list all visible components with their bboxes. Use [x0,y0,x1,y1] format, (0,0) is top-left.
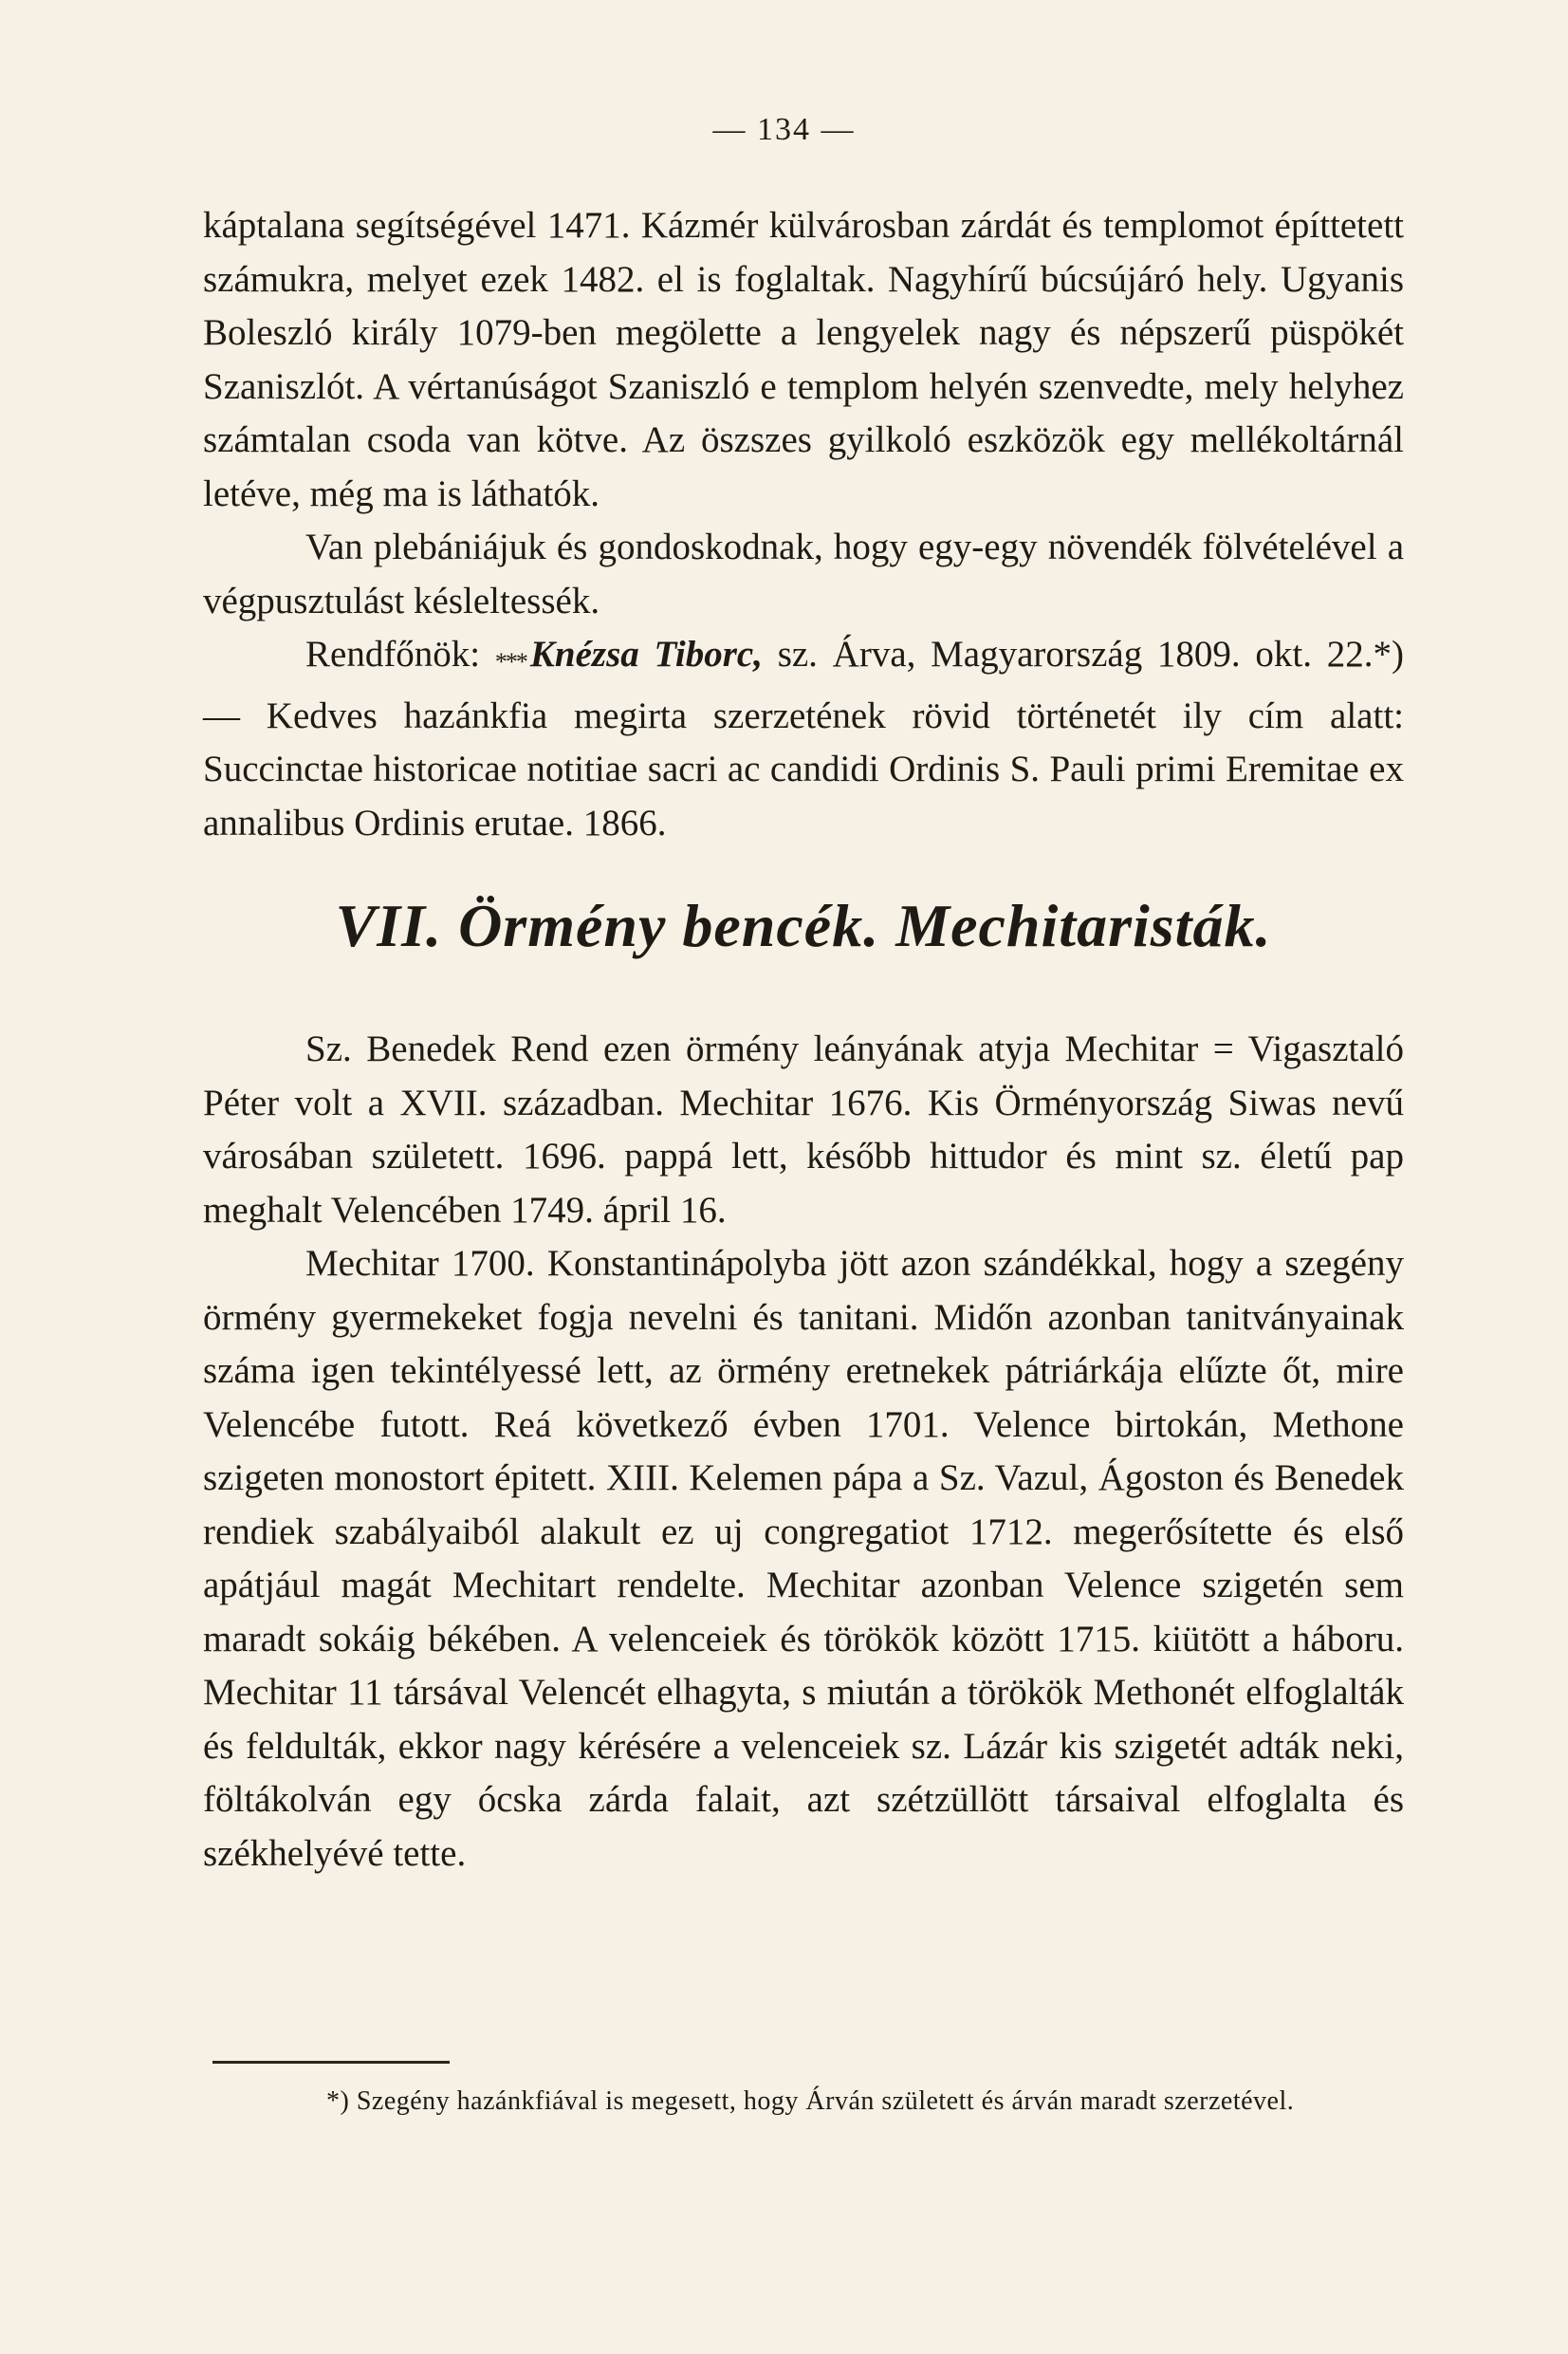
paragraph-1: káptalana segítségével 1471. Kázmér külvárosban zárdát és templomot építtetett számukra, melyet ezek 1482. el is foglaltak. Nagyhírű búcsújáró hely. Ugyanis Boleszló király 1079-ben megölette a lengyelek nagy és népszerű püspökét Szaniszlót. A vértanúságot Szaniszló e templom helyén szenvedte, mely helyhez számtalan csoda van kötve. Az öszszes gyilkoló eszközök egy mellékoltárnál letéve, még ma is láthatók. [203,205,1404,514]
author-name: Knézsa Tiborc, [529,634,763,675]
paragraph-3-rest: sz. Árva, Magyarország 1809. okt. 22.*) — Kedves hazánkfia megirta szerzetének rövid történetét ily cím alatt: Succinctae historicae notitiae sacri ac candidi Ordinis S. Pauli primi Eremitae ex annalibus Ordinis erutae. 1866. [203,634,1404,843]
asterisk-mark: *** [494,648,526,676]
footnote-divider [212,2061,450,2064]
body-text [203,199,1404,1881]
paragraph-4: Sz. Benedek Rend ezen örmény leányának atyja Mechitar = Vigasztaló Péter volt a XVII. században. Mechitar 1676. Kis Örményország Siwas nevű városában született. 1696. pappá lett, később hittudor és mint sz. életű pap meghalt Velencében 1749. ápril 16. [203,1029,1404,1231]
section-title: VII. Örmény bencék. Mechitaristák. [335,892,1272,959]
paragraph-3 [203,628,1404,850]
paragraph-3-start: Rendfőnök: [305,634,495,675]
page-number: — 134 — [712,112,856,147]
footnote: *) Szegény hazánkfiával is megesett, hogy Árván született és árván maradt szerzetével. [326,2086,1295,2116]
paragraph-5: Mechitar 1700. Konstantinápolyba jött azon szándékkal, hogy a szegény örmény gyermekeket fogja nevelni és tanitani. Midőn azonban tanitványainak száma igen tekintélyessé lett, az örmény eretnekek pátriárkája elűzte őt, mire Velencébe futott. Reá következő évben 1701. Velence birtokán, Methone szigeten monostort épitett. XIII. Kelemen pápa a Sz. Vazul, Ágoston és Benedek rendiek szabályaiból alakult ez uj congregatiot 1712. megerősítette és első apátjául magát Mechitart rendelte. Mechitar azonban Velence szigetén sem maradt sokáig békében. A velenceiek és törökök között 1715. kiütött a háboru. Mechitar 11 társával Velencét elhagyta, s miután a törökök Methonét elfoglalták és feldulták, ekkor nagy kérésére a velenceiek sz. Lázár kis szigetét adták neki, föltákolván egy ócska zárda falait, azt szétzüllött társaival elfoglalta és székhelyévé tette. [203,1243,1404,1874]
paragraph-2: Van plebániájuk és gondoskodnak, hogy egy-egy növendék fölvételével a végpusztulást késleltessék. [203,527,1404,621]
